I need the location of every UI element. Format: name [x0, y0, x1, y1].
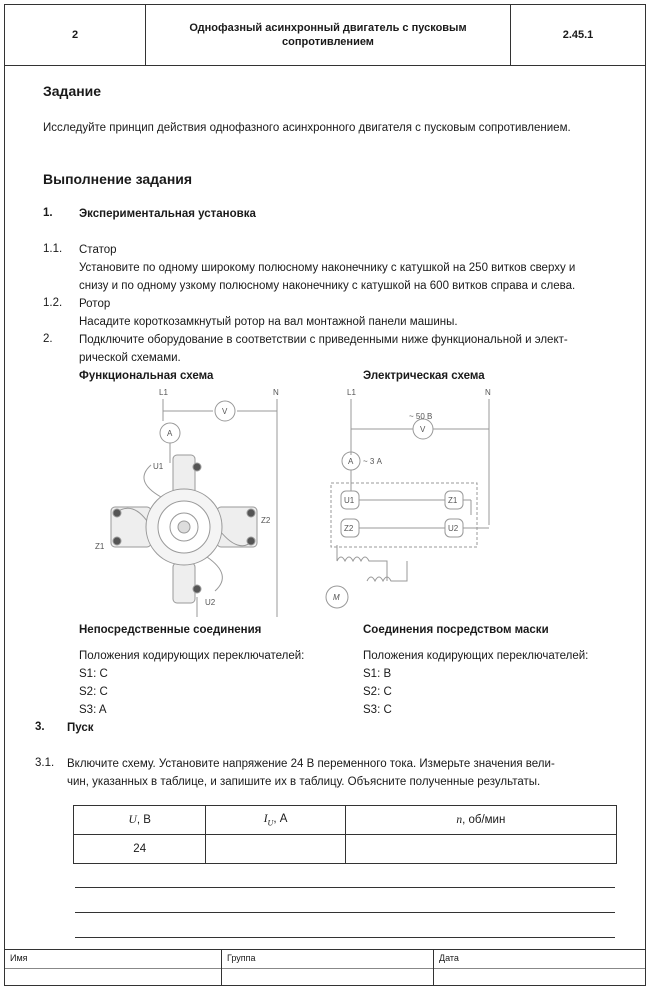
- section-1-title: Экспериментальная установка: [79, 208, 256, 220]
- elec-l1-label: L1: [347, 388, 356, 397]
- col-voltage-header: U, В: [74, 806, 206, 835]
- section-2-line1: Подключите оборудование в соответствии с приведенными ниже функциональной и элект-: [79, 334, 568, 346]
- elec-z2-label: Z2: [344, 524, 354, 533]
- mask-s3: S3: C: [363, 704, 392, 716]
- section-2-line2: рической схемами.: [79, 352, 181, 364]
- mask-s2: S2: C: [363, 686, 392, 698]
- section-1-1-title: Статор: [79, 244, 117, 256]
- section-1-2-title: Ротор: [79, 298, 111, 310]
- section-3-1-line2: чин, указанных в таблице, и запишите их в таблицу. Объясните полученные результаты.: [67, 776, 541, 788]
- section-1-1-line2: снизу и по одному узкому полюсному наконечнику с катушкой на 600 витков справа и слева.: [79, 280, 576, 292]
- footer-date-label: Дата: [439, 953, 459, 963]
- section-1-1-line1: Установите по одному широкому полюсному наконечнику с катушкой на 250 витков сверху и: [79, 262, 576, 274]
- direct-switch-positions: Положения кодирующих переключателей:: [79, 650, 305, 662]
- elec-voltmeter-label: V: [420, 425, 426, 434]
- section-1-number: 1.: [43, 207, 53, 219]
- direct-s3: S3: A: [79, 704, 107, 716]
- elec-u1-label: U1: [344, 496, 355, 505]
- speed-cell[interactable]: [345, 835, 616, 864]
- functional-diagram: [93, 385, 293, 617]
- direct-connections-title: Непосредственные соединения: [79, 624, 262, 636]
- direct-s2: S2: C: [79, 686, 108, 698]
- functional-diagram-title: Функциональная схема: [79, 370, 214, 382]
- mask-connections-title: Соединения посредством маски: [363, 624, 549, 636]
- execution-heading: Выполнение задания: [43, 171, 193, 187]
- section-1-2-text: Насадите короткозамкнутый ротор на вал монтажной панели машины.: [79, 316, 458, 328]
- results-table: [73, 805, 617, 864]
- answer-line-3: [75, 937, 615, 938]
- elec-n-label: N: [485, 388, 491, 397]
- footer-group-field[interactable]: [222, 950, 434, 986]
- page-number: 2: [5, 5, 146, 65]
- footer-table: [5, 949, 645, 986]
- func-z1-label: Z1: [95, 542, 105, 551]
- elec-u2-label: U2: [448, 524, 459, 533]
- col-speed-header: n, об/мин: [345, 806, 616, 835]
- section-3-number: 3.: [35, 721, 45, 733]
- mask-s1: S1: B: [363, 668, 392, 680]
- func-u2-label: U2: [205, 598, 216, 607]
- task-heading: Задание: [43, 83, 102, 99]
- elec-ammeter-label: A: [348, 457, 354, 466]
- func-z2-label: Z2: [261, 516, 271, 525]
- electrical-diagram-title: Электрическая схема: [363, 370, 485, 382]
- task-text: Исследуйте принцип действия однофазного асинхронного двигателя с пусковым сопротивлением.: [43, 122, 571, 134]
- elec-motor-label: M: [333, 593, 340, 602]
- footer-name-label: Имя: [10, 953, 28, 963]
- section-2-number: 2.: [43, 333, 53, 345]
- answer-line-2: [75, 912, 615, 913]
- footer-group-label: Группа: [227, 953, 256, 963]
- mask-switch-positions: Положения кодирующих переключателей:: [363, 650, 589, 662]
- func-l1-label: L1: [159, 388, 168, 397]
- worksheet-code: 2.45.1: [562, 29, 594, 41]
- section-3-1-number: 3.1.: [35, 757, 55, 769]
- elec-voltage-label: ~ 50 В: [409, 412, 433, 421]
- func-ammeter-label: A: [167, 429, 173, 438]
- header-table: [5, 5, 645, 66]
- worksheet-title: Однофазный асинхронный двигатель с пусковым сопротивлением: [146, 5, 511, 65]
- col-current-header: $I_U$, А: [206, 806, 345, 835]
- table-row: [74, 835, 617, 864]
- table-header-row: [74, 806, 617, 835]
- func-u1-label: U1: [153, 462, 164, 471]
- voltage-cell: 24: [74, 835, 206, 864]
- worksheet-page: [4, 4, 646, 986]
- func-n-label: N: [273, 388, 279, 397]
- section-3-title: Пуск: [67, 722, 94, 734]
- electrical-diagram: [317, 385, 517, 617]
- func-voltmeter-label: V: [222, 407, 228, 416]
- current-cell[interactable]: [206, 835, 345, 864]
- answer-line-1: [75, 887, 615, 888]
- footer-name-field[interactable]: [5, 950, 222, 986]
- elec-current-label: ~ 3 А: [363, 457, 382, 466]
- section-1-1-number: 1.1.: [43, 243, 63, 255]
- elec-z1-label: Z1: [448, 496, 458, 505]
- direct-s1: S1: C: [79, 668, 108, 680]
- section-1-2-number: 1.2.: [43, 297, 63, 309]
- footer-date-field[interactable]: [434, 950, 645, 986]
- section-3-1-line1: Включите схему. Установите напряжение 24 В переменного тока. Измерьте значения вели-: [67, 758, 555, 770]
